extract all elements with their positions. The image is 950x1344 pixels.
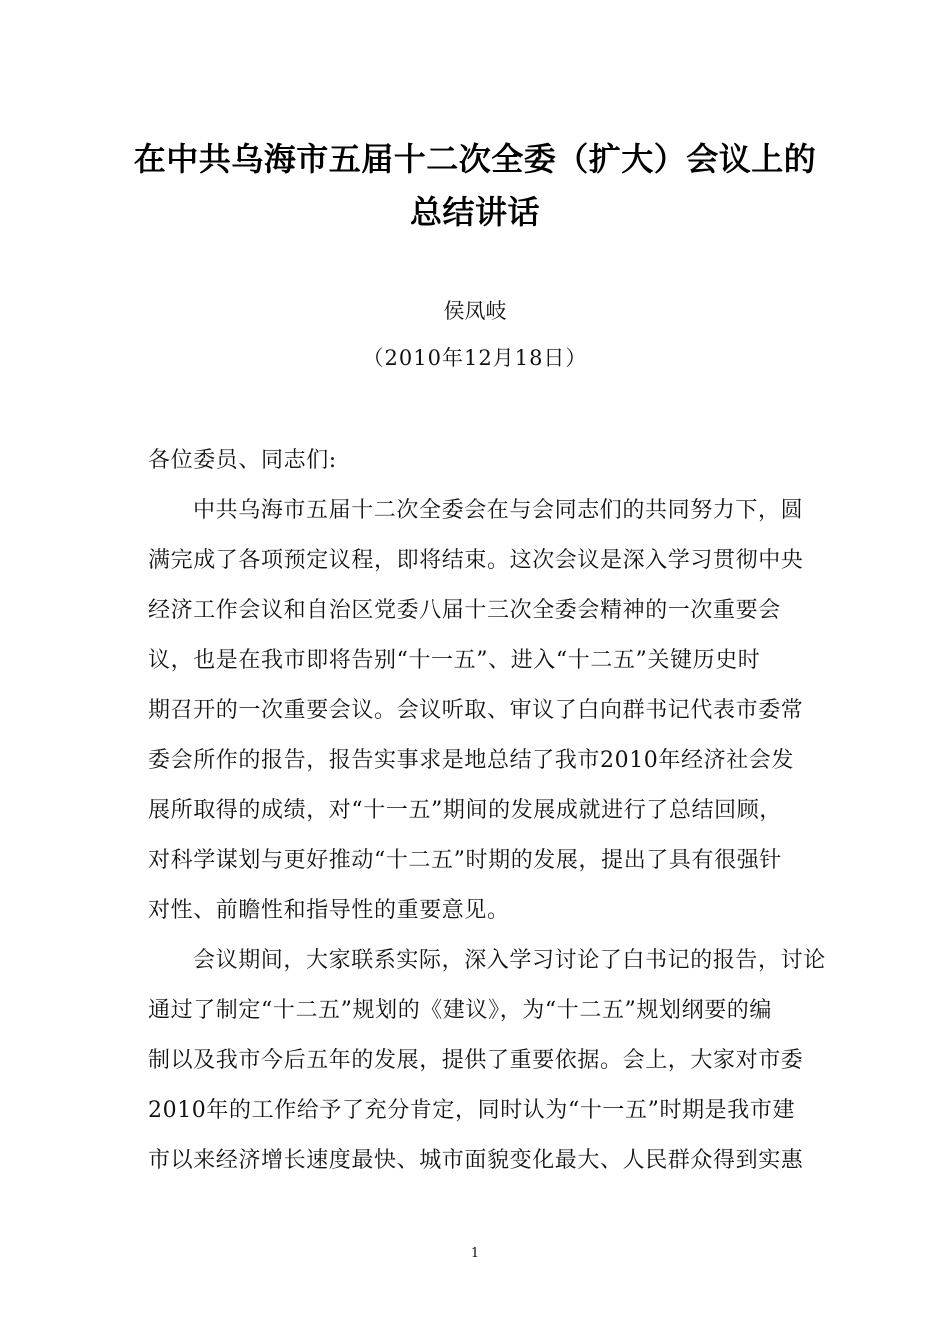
paragraph-1-line: 期召开的一次重要会议。会议听取、审议了白向群书记代表市委常 <box>148 698 804 723</box>
paragraph-2-line: 市以来经济增长速度最快、城市面貌变化最大、人民群众得到实惠 <box>148 1148 804 1173</box>
paragraph-1-line: 议，也是在我市即将告别“十一五”、进入“十二五”关键历史时 <box>148 648 761 673</box>
paragraph-1-line: 委会所作的报告，报告实事求是地总结了我市2010年经济社会发 <box>148 748 794 773</box>
paragraph-2-line: 通过了制定“十二五”规划的《建议》，为“十二五”规划纲要的编 <box>148 998 772 1023</box>
speech-date: （2010年12月18日） <box>362 346 588 370</box>
author-name: 侯凤岐 <box>443 299 507 323</box>
salutation: 各位委员、同志们: <box>148 448 337 473</box>
paragraph-1-line: 中共乌海市五届十二次全委会在与会同志们的共同努力下，圆 <box>193 498 804 523</box>
paragraph-1-line: 展所取得的成绩，对“十一五”期间的发展成就进行了总结回顾， <box>148 798 782 823</box>
paragraph-1-line: 满完成了各项预定议程，即将结束。这次会议是深入学习贯彻中央 <box>148 548 804 573</box>
paragraph-1-line: 对性、前瞻性和指导性的重要意见。 <box>148 898 510 923</box>
paragraph-1-line: 经济工作会议和自治区党委八届十三次全委会精神的一次重要会 <box>148 598 781 623</box>
paragraph-2-line: 制以及我市今后五年的发展，提供了重要依据。会上，大家对市委 <box>148 1048 804 1073</box>
paragraph-2-line: 2010年的工作给予了充分肯定，同时认为“十一五”时期是我市建 <box>148 1098 796 1123</box>
document-title-line-1: 在中共乌海市五届十二次全委（扩大）会议上的 <box>133 140 817 178</box>
page-number: 1 <box>470 1246 480 1261</box>
paragraph-2-line: 会议期间，大家联系实际，深入学习讨论了白书记的报告，讨论 <box>193 948 826 973</box>
paragraph-1-line: 对科学谋划与更好推动“十二五”时期的发展，提出了具有很强针 <box>148 848 782 873</box>
document-title-line-2: 总结讲话 <box>409 193 540 231</box>
